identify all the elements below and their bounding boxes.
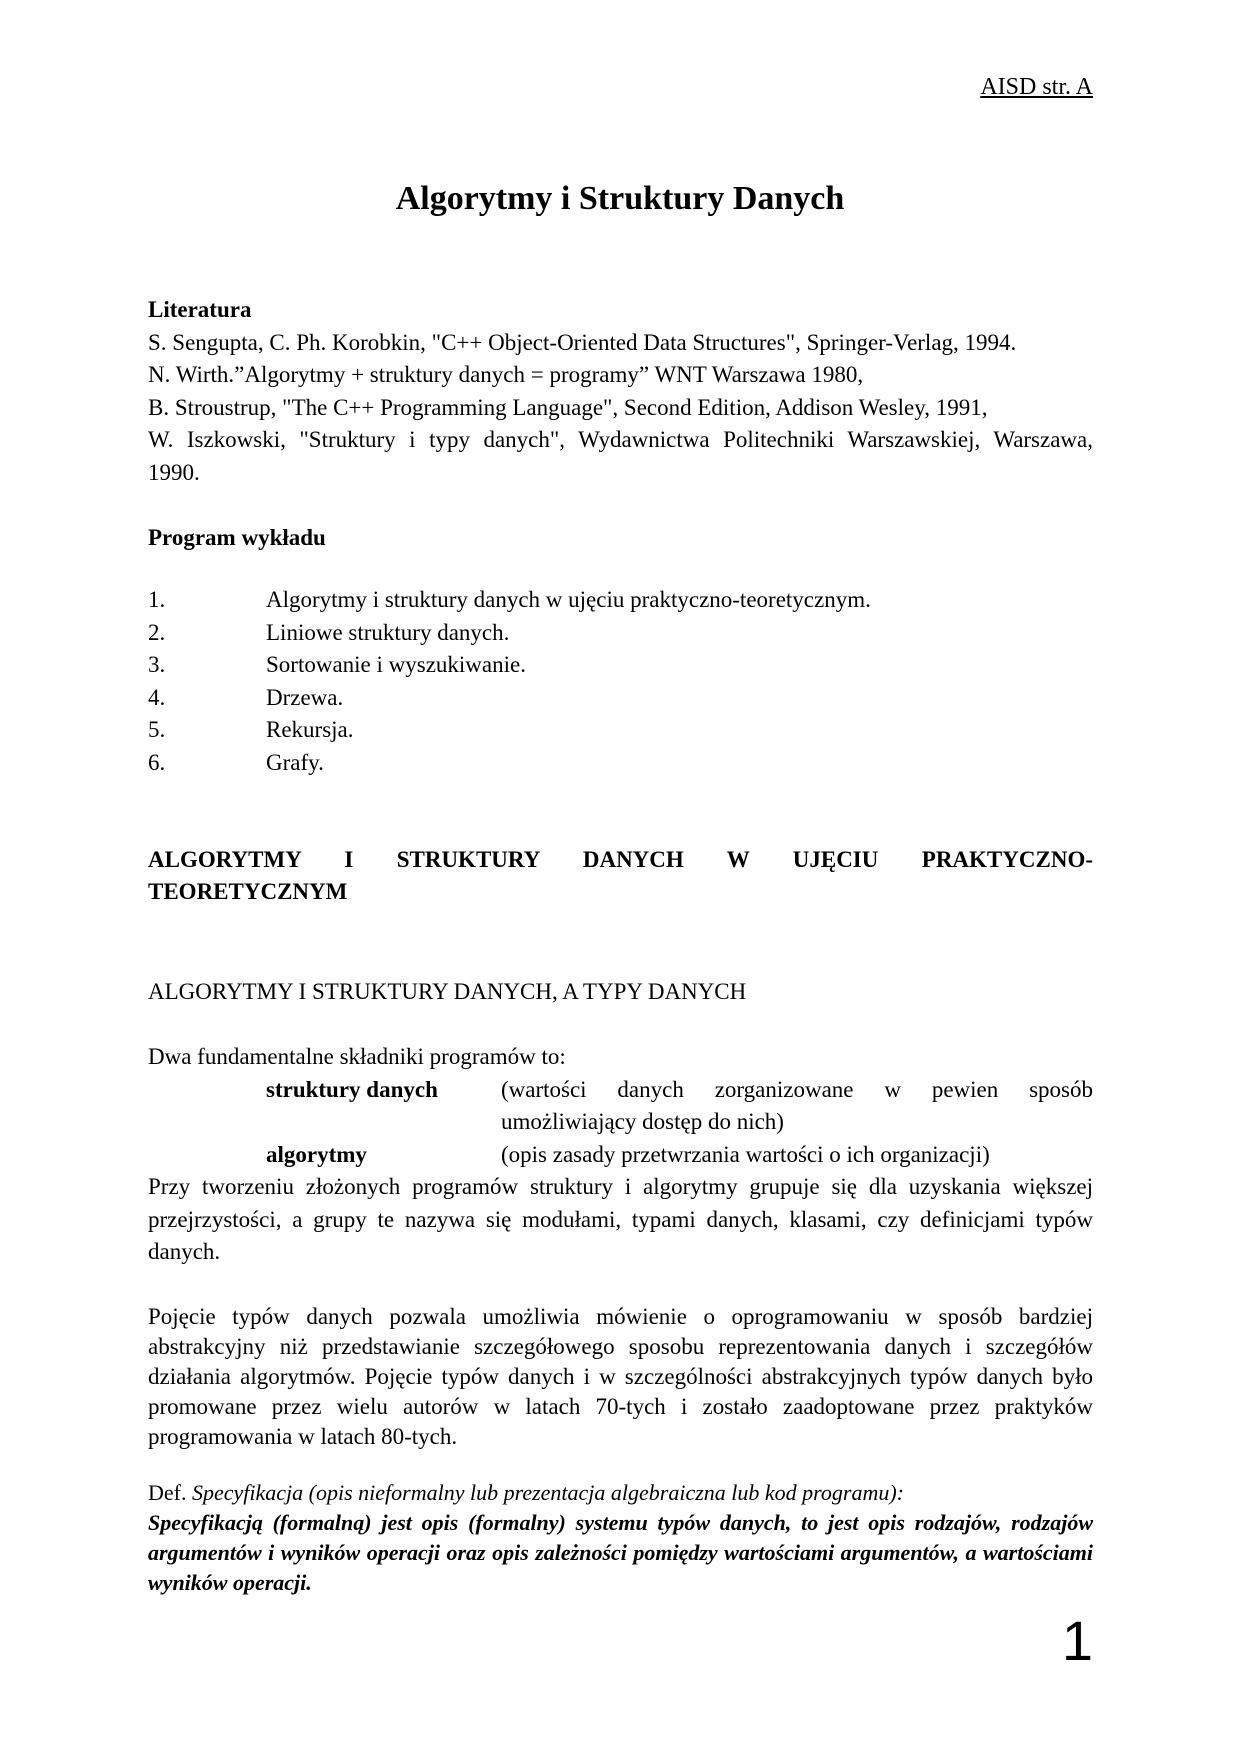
list-item-number: 5. [148,717,166,742]
list-item-text: Grafy. [266,749,324,775]
literature-entry: N. Wirth.”Algorytmy + struktury danych = programy” WNT Warszawa 1980, [148,362,864,387]
list-item [148,714,1093,747]
literature-entry: B. Stroustrup, "The C++ Programming Language", Second Edition, Addison Wesley, 1991, [148,394,988,420]
list-item-text: Algorytmy i struktury danych w ujęciu praktyczno-teoretycznym. [266,587,871,612]
def-prefix: Def. [148,1480,187,1505]
list-item [148,682,1093,715]
list-item-number: 4. [148,684,166,710]
literature-section [148,294,1093,489]
list-item-text: Liniowe struktury danych. [266,619,510,645]
literature-entry: W. Iszkowski, "Struktury i typy danych", Wydawnictwa Politechniki Warszawskiej, Warszawa, [148,427,1093,452]
definition-desc: (opis zasady przetwrzania wartości o ich organizacji) [501,1141,990,1167]
literature-entry: 1990. [148,459,200,485]
definition-desc: (wartości danych zorganizowane w pewien sposób umożliwiający dostęp do nich) [501,1076,1093,1134]
def-body: Specyfikacją (formalną) jest opis (formalny) systemu typów danych, to jest opis rodzajów, rodzajów argumentów i wyników operacji oraz opis zależności pomiędzy wartościami argumentów, a wartościami wyników operacji. [148,1510,1093,1595]
list-item-number: 1. [148,587,166,612]
literature-heading: Literatura [148,297,252,322]
page-number: 1 [1061,1609,1093,1672]
header-page-ref: AISD str. A [980,74,1093,100]
list-item-number: 2. [148,619,166,645]
list-item [148,649,1093,682]
definitions-block [148,1041,1093,1269]
program-list [148,584,1093,779]
list-item-number: 3. [148,652,166,677]
definition-row [148,1139,1093,1172]
list-item-text: Drzewa. [266,684,344,710]
definition-term: struktury danych [266,1076,438,1102]
intro-text: Dwa fundamentalne składniki programów to: [148,1044,566,1069]
definition-title-line [148,1478,1093,1508]
def-title: Specyfikacja (opis nieformalny lub prezentacja algebraiczna lub kod programu): [191,1480,904,1505]
list-item-number: 6. [148,749,166,775]
list-item [148,584,1093,617]
list-item [148,617,1093,650]
list-item-text: Sortowanie i wyszukiwanie. [266,652,526,677]
document-title: Algorytmy i Struktury Danych [395,180,845,217]
list-item-text: Rekursja. [266,717,354,742]
paragraph: Przy tworzeniu złożonych programów struktury i algorytmy grupuje się dla uzyskania większej przejrzystości, a grupy te nazywa się modułami, typami danych, klasami, czy definicjami typów danych. [148,1174,1093,1264]
section-heading-line: TEORETYCZNYM [148,879,348,904]
section-heading [148,844,1093,909]
definition-row [148,1074,1093,1139]
list-item [148,747,1093,780]
def-body-wrap [148,1508,1093,1598]
paragraph: Pojęcie typów danych pozwala umożliwia mówienie o oprogramowaniu w sposób bardziej abstrakcyjny niż przedstawianie szczegółowego sposobu reprezentowania danych i szczegółów działania algorytmów. Pojęcie typów danych i w szczególności abstrakcyjnych typów danych było promowane przez wielu autorów w latach 70-tych i zostało zaadoptowane przez praktyków programowania w latach 80-tych. [148,1304,1093,1449]
subsection-heading: ALGORYTMY I STRUKTURY DANYCH, A TYPY DANYCH [148,979,747,1004]
literature-entry: S. Sengupta, C. Ph. Korobkin, "C++ Object-Oriented Data Structures", Springer-Verlag, 1994. [148,329,1017,355]
definition-term: algorytmy [266,1141,367,1167]
program-heading [148,522,1093,555]
definition-note [148,1478,1093,1598]
program-heading-text: Program wykładu [148,525,326,550]
section-heading-line: ALGORYTMY I STRUKTURY DANYCH W UJĘCIU PRAKTYCZNO- [148,847,1093,872]
